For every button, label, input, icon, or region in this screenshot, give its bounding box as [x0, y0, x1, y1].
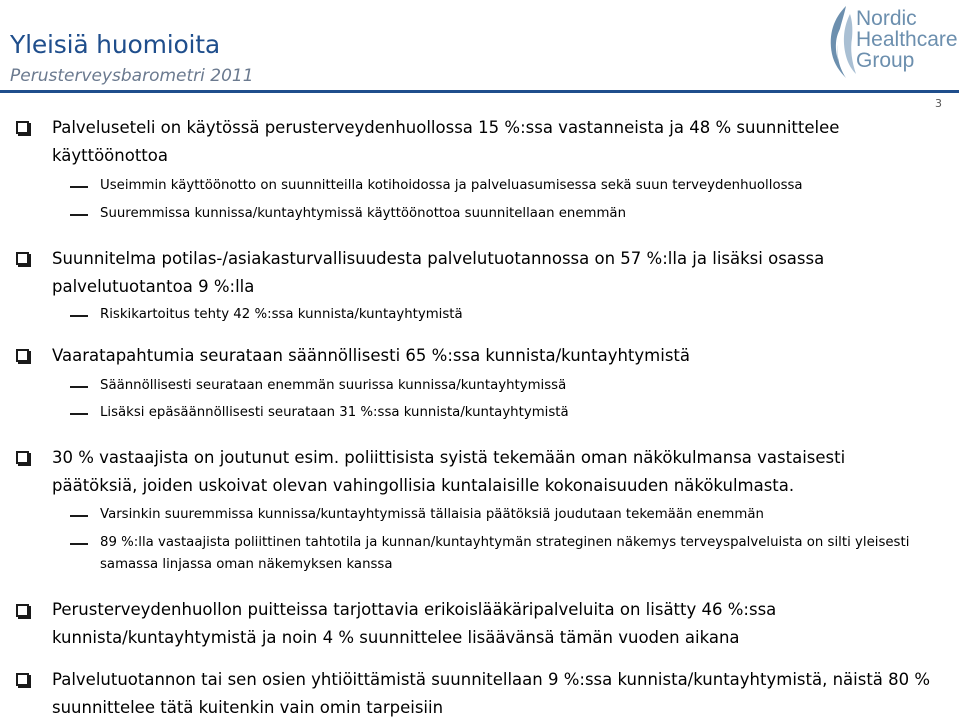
sub-bullet-item: 89 %:lla vastaajista poliittinen tahtotila ja kunnan/kuntayhtymän strateginen näkemys terveyspalveluista on silti yleisesti samassa linjassa oman näkemyksen kanssa	[100, 535, 910, 572]
dash-icon	[70, 214, 88, 216]
company-logo	[820, 2, 959, 82]
sub-bullet-item: Lisäksi epäsäännöllisesti seurataan 31 %:ssa kunnista/kuntayhtymistä	[100, 405, 569, 420]
sub-bullet-item: Useimmin käyttöönotto on suunnitteilla kotihoidossa ja palveluasumisessa sekä suun terveydenhuollossa	[100, 178, 803, 193]
bullet-item: Suunnitelma potilas-/asiakasturvallisuudesta palvelutuotannossa on 57 %:lla ja lisäksi osassa palvelutuotantoa 9 %:lla	[52, 249, 825, 296]
logo-wordmark	[856, 8, 958, 71]
dash-icon	[70, 186, 88, 188]
header-divider	[0, 90, 959, 93]
dash-icon	[70, 413, 88, 415]
dash-icon	[70, 543, 88, 545]
bullet-item: Vaaratapahtumia seurataan säännöllisesti 65 %:ssa kunnista/kuntayhtymistä	[52, 346, 691, 365]
checkbox-bullet-icon	[16, 349, 29, 362]
checkbox-bullet-icon	[16, 121, 29, 134]
leaf-logo-icon	[824, 4, 858, 80]
bullet-item: Palvelutuotannon tai sen osien yhtiöittämistä suunnitellaan 9 %:ssa kunnista/kuntayhtymistä, näistä 80 % suunnittelee tätä kuitenkin vain omin tarpeisiin	[52, 670, 931, 717]
sub-bullet-item: Riskikartoitus tehty 42 %:ssa kunnista/kuntayhtymistä	[100, 307, 463, 322]
dash-icon	[70, 386, 88, 388]
bullet-item: Perusterveydenhuollon puitteissa tarjottavia erikoislääkäripalveluita on lisätty 46 %:ssa kunnista/kuntayhtymistä ja noin 4 % suunnittelee lisäävänsä tämän vuoden aikana	[52, 600, 777, 647]
checkbox-bullet-icon	[16, 604, 29, 617]
bullet-item: 30 % vastaajista on joutunut esim. poliittisista syistä tekemään oman näkökulmansa vastaisesti päätöksiä, joiden uskoivat olevan vahingollisia kuntalaisille kokonaisuuden näkökulmasta.	[52, 448, 846, 495]
bullet-item: Palveluseteli on käytössä perusterveydenhuollossa 15 %:ssa vastanneista ja 48 % suunnittelee käyttöönottoa	[52, 118, 840, 165]
checkbox-bullet-icon	[16, 673, 29, 686]
dash-icon	[70, 315, 88, 317]
sub-bullet-item: Suuremmissa kunnissa/kuntayhtymissä käyttöönottoa suunnitellaan enemmän	[100, 206, 627, 221]
page-subtitle: Perusterveysbarometri 2011	[10, 66, 254, 86]
logo-line-1: Nordic	[856, 7, 917, 30]
page-title: Yleisiä huomioita	[10, 30, 221, 59]
logo-line-3: Group	[856, 49, 915, 72]
checkbox-bullet-icon	[16, 451, 29, 464]
logo-line-2: Healthcare	[856, 28, 958, 51]
dash-icon	[70, 515, 88, 517]
sub-bullet-item: Varsinkin suuremmissa kunnissa/kuntayhtymissä tällaisia päätöksiä joudutaan tekemään enemmän	[100, 507, 764, 522]
page-number: 3	[935, 97, 942, 110]
sub-bullet-item: Säännöllisesti seurataan enemmän suurissa kunnissa/kuntayhtymissä	[100, 378, 567, 393]
checkbox-bullet-icon	[16, 252, 29, 265]
